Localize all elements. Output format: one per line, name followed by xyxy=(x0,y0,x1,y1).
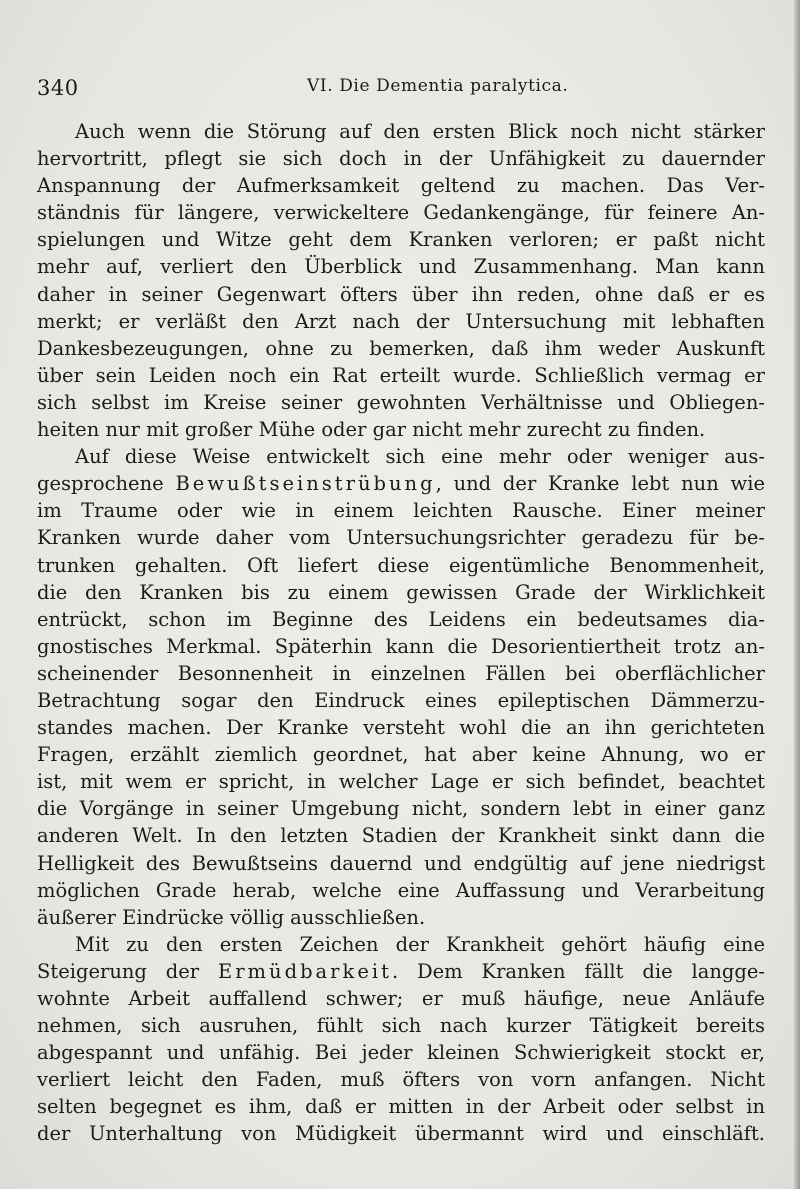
emphasized-term: Ermüdbarkeit xyxy=(217,959,392,983)
text-segment: sich selbst im Kreise seiner gewohnten Verhältnisse und Obliegen- xyxy=(37,390,765,414)
text-segment: die den Kranken bis zu einem gewissen Grade der Wirklichkeit xyxy=(37,580,765,604)
text-segment: die Vorgänge in seiner Umgebung nicht, sondern lebt in einer ganz xyxy=(37,797,765,821)
text-line xyxy=(37,985,765,1012)
text-line xyxy=(37,253,765,280)
text-line xyxy=(37,850,765,877)
text-line xyxy=(37,795,765,822)
text-line xyxy=(37,579,765,606)
page-edge-shadow xyxy=(794,0,800,1189)
text-segment: hervortritt, pflegt sie sich doch in der Unfähigkeit zu dauernder xyxy=(37,147,765,171)
text-segment: . Dem Kranken fällt die langge- xyxy=(391,959,765,983)
text-segment: gesprochene xyxy=(37,472,176,496)
text-line xyxy=(37,199,765,226)
text-segment: über sein Leiden noch ein Rat erteilt wurde. Schließlich vermag er xyxy=(37,363,765,387)
text-line xyxy=(37,335,765,362)
text-line xyxy=(37,958,765,985)
body-text xyxy=(37,118,765,1148)
page-header xyxy=(37,72,767,102)
text-segment: Auch wenn die Störung auf den ersten Blick noch nicht stärker xyxy=(75,120,765,143)
text-segment: Betrachtung sogar den Eindruck eines epileptischen Dämmerzu- xyxy=(37,688,765,712)
text-line xyxy=(37,1039,765,1066)
text-line xyxy=(37,497,765,524)
text-line xyxy=(37,606,765,633)
text-segment: Steigerung der xyxy=(37,959,218,983)
text-line xyxy=(37,145,765,172)
text-line xyxy=(37,1093,765,1120)
text-line xyxy=(37,524,765,551)
text-segment: äußerer Eindrücke völlig ausschließen. xyxy=(37,905,426,929)
running-head: VI. Die Dementia paralytica. xyxy=(307,76,569,96)
text-line xyxy=(37,687,765,714)
text-line xyxy=(37,308,765,335)
text-segment: ständnis für längere, verwickeltere Gedankengänge, für feinere An- xyxy=(37,201,765,225)
text-segment: scheinender Besonnenheit in einzelnen Fällen bei oberflächlicher xyxy=(37,661,765,685)
text-line xyxy=(37,1120,765,1147)
text-segment: merkt; er verläßt den Arzt nach der Untersuchung mit lebhaften xyxy=(37,309,765,333)
text-segment: spielungen und Witze geht dem Kranken verloren; er paßt nicht xyxy=(37,228,765,252)
text-line xyxy=(37,443,765,470)
text-line xyxy=(37,416,765,443)
text-segment: Dankesbezeugungen, ohne zu bemerken, daß ihm weder Auskunft xyxy=(37,336,765,360)
text-segment: Fragen, erzählt ziemlich geordnet, hat aber keine Ahnung, wo er xyxy=(37,743,765,767)
text-line xyxy=(37,768,765,795)
text-segment: anderen Welt. In den letzten Stadien der Krankheit sinkt dann die xyxy=(37,824,765,848)
text-segment: standes machen. Der Kranke versteht wohl die an ihn gerichteten xyxy=(37,716,765,740)
text-line xyxy=(37,633,765,660)
text-segment: verliert leicht den Faden, muß öfters von vorn anfangen. Nicht xyxy=(37,1068,765,1092)
text-line xyxy=(37,1066,765,1093)
text-segment: trunken gehalten. Oft liefert diese eigentümliche Benommenheit, xyxy=(37,553,765,577)
emphasized-term: Bewußtseinstrübung xyxy=(175,472,436,496)
text-line xyxy=(37,714,765,741)
text-segment: im Traume oder wie in einem leichten Rausche. Einer meiner xyxy=(37,499,765,523)
text-line xyxy=(37,281,765,308)
text-segment: gnostisches Merkmal. Späterhin kann die Desorientiertheit trotz an- xyxy=(37,634,765,658)
text-line xyxy=(37,931,765,958)
text-segment: möglichen Grade herab, welche eine Auffassung und Verarbeitung xyxy=(37,878,765,902)
text-segment: mehr auf, verliert den Überblick und Zusammenhang. Man kann xyxy=(37,255,765,279)
text-line xyxy=(37,226,765,253)
text-line xyxy=(37,904,765,931)
page-number: 340 xyxy=(37,76,79,100)
text-segment: selten begegnet es ihm, daß er mitten in der Arbeit oder selbst in xyxy=(37,1095,765,1119)
text-line xyxy=(37,172,765,199)
text-line xyxy=(37,741,765,768)
text-segment: nehmen, sich ausruhen, fühlt sich nach kurzer Tätigkeit bereits xyxy=(37,1014,765,1038)
text-segment: ist, mit wem er spricht, in welcher Lage er sich befindet, beachtet xyxy=(37,770,765,794)
text-segment: Helligkeit des Bewußtseins dauernd und endgültig auf jene niedrigst xyxy=(37,851,765,875)
text-line xyxy=(37,877,765,904)
text-segment: wohnte Arbeit auffallend schwer; er muß häufige, neue Anläufe xyxy=(37,987,765,1010)
text-segment: daher in seiner Gegenwart öfters über ihn reden, ohne daß er es xyxy=(37,282,765,306)
text-line xyxy=(37,822,765,849)
text-line xyxy=(37,552,765,579)
text-segment: abgespannt und unfähig. Bei jeder kleinen Schwierigkeit stockt er, xyxy=(37,1041,765,1065)
text-segment: Kranken wurde daher vom Untersuchungsrichter geradezu für be- xyxy=(37,526,765,550)
text-segment: Mit zu den ersten Zeichen der Krankheit gehört häufig eine xyxy=(75,932,765,956)
text-segment: entrückt, schon im Beginne des Leidens ein bedeutsames dia- xyxy=(37,607,765,631)
text-line xyxy=(37,660,765,687)
text-line xyxy=(37,118,765,145)
text-line xyxy=(37,1012,765,1039)
text-segment: der Unterhaltung von Müdigkeit übermannt wird und einschläft. xyxy=(37,1122,765,1146)
text-segment: Auf diese Weise entwickelt sich eine mehr oder weniger aus- xyxy=(75,445,765,469)
text-line xyxy=(37,362,765,389)
text-segment: , und der Kranke lebt nun wie xyxy=(435,472,765,496)
text-line xyxy=(37,389,765,416)
text-line xyxy=(37,470,765,497)
text-segment: heiten nur mit großer Mühe oder gar nicht mehr zurecht zu finden. xyxy=(37,418,706,442)
text-segment: Anspannung der Aufmerksamkeit geltend zu machen. Das Ver- xyxy=(37,174,765,198)
